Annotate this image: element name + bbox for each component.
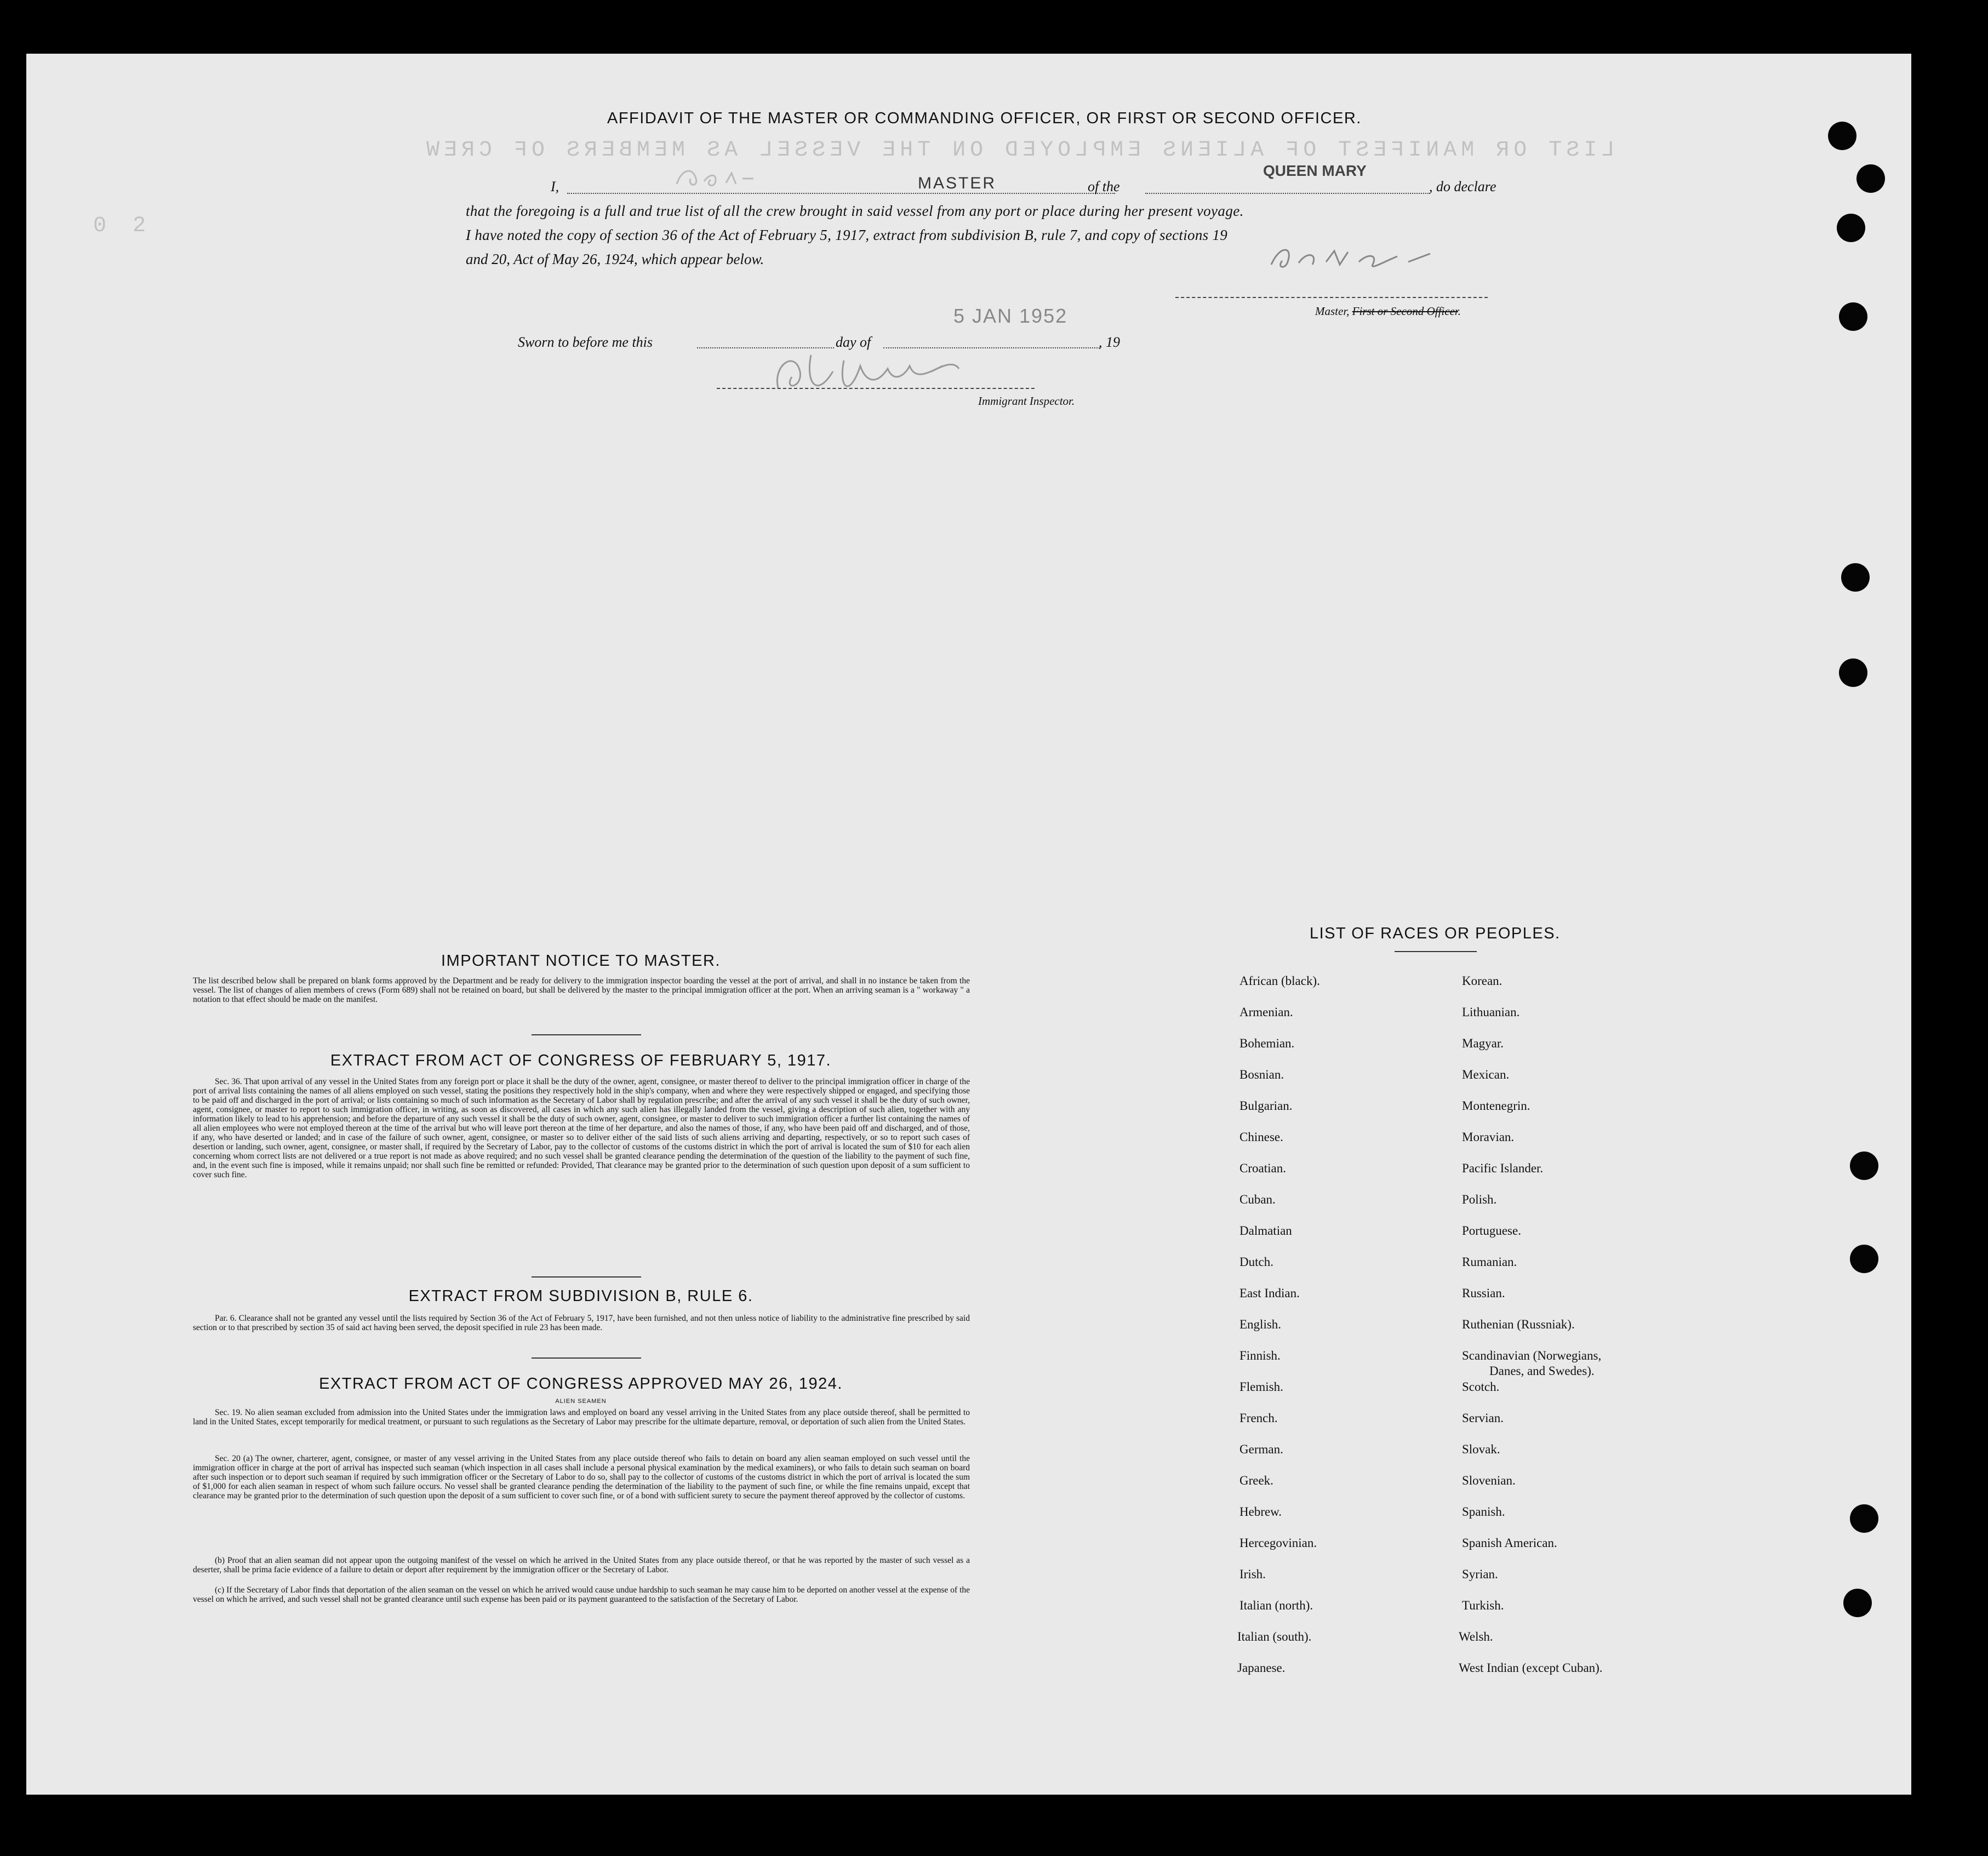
race-item: Hercegovinian.: [1239, 1536, 1317, 1550]
punch-hole: [1837, 214, 1865, 242]
divider: [532, 1034, 641, 1035]
extract-1924-title: EXTRACT FROM ACT OF CONGRESS APPROVED MAY 26, 1924.: [319, 1375, 843, 1393]
punch-hole: [1850, 1152, 1878, 1180]
master-caption-suffix: .: [1458, 305, 1461, 318]
race-item: English.: [1239, 1317, 1282, 1331]
sworn-prefix: Sworn to before me this: [518, 334, 653, 350]
race-item: Magyar.: [1462, 1036, 1504, 1050]
affidavit-line4: and 20, Act of May 26, 1924, which appear below.: [466, 251, 764, 267]
race-item: Servian.: [1462, 1411, 1504, 1425]
race-item: West Indian (except Cuban).: [1459, 1661, 1603, 1675]
divider: [532, 1276, 641, 1278]
race-item: Greek.: [1239, 1474, 1273, 1487]
race-item: French.: [1239, 1411, 1278, 1425]
inspector-caption: Immigrant Inspector.: [978, 394, 1075, 408]
race-item: Hebrew.: [1239, 1505, 1282, 1519]
race-item: Armenian.: [1239, 1005, 1293, 1019]
extract-1924-sec20c: (c) If the Secretary of Labor finds that deportation of the alien seaman on the vessel on which he arrived would cause undue hardship to such seaman he may cause him to be deported on another vessel at the expense of the vessel on which he arrived, and such vessel shall not be granted clearance until such expense has been paid or its payment guaranteed to the satisfaction of the Secretary of Labor.: [193, 1585, 970, 1604]
race-item: Turkish.: [1462, 1599, 1504, 1612]
master-name-signature: [671, 162, 781, 195]
race-item: Lithuanian.: [1462, 1005, 1520, 1019]
race-item-continuation: Danes, and Swedes).: [1489, 1364, 1595, 1378]
race-item: Italian (north).: [1239, 1599, 1313, 1612]
affidavit-line2: that the foregoing is a full and true list of all the crew brought in said vessel from any port or place during her present voyage.: [466, 203, 1244, 219]
do-declare-label: , do declare: [1429, 179, 1496, 194]
race-item: Flemish.: [1239, 1380, 1283, 1394]
race-item: Italian (south).: [1237, 1630, 1312, 1643]
punch-hole: [1839, 658, 1867, 687]
sworn-year: , 19: [1099, 334, 1120, 350]
race-item: Finnish.: [1239, 1349, 1281, 1362]
race-item: Spanish.: [1462, 1505, 1505, 1519]
affidavit-line1-i: I,: [551, 179, 559, 194]
punch-hole: [1843, 1589, 1872, 1617]
race-item: Bohemian.: [1239, 1036, 1295, 1050]
race-item: Welsh.: [1459, 1630, 1493, 1643]
extract-1924-sec19: Sec. 19. No alien seaman excluded from admission into the United States under the immigration laws and employed on board any vessel arriving in the United States from any place outside thereof, shall be permitted to land in the United States, except temporarily for medical treatment, or pursuant to such regulations as the Secretary of Labor may prescribe for the ultimate departure, removal, or deportation of such alien from the United States.: [193, 1408, 970, 1427]
race-item: East Indian.: [1239, 1286, 1300, 1300]
race-item: Bulgarian.: [1239, 1099, 1293, 1113]
race-item: Portuguese.: [1462, 1224, 1521, 1238]
bleed-through-text: 0 2: [93, 214, 146, 238]
vessel-blank: [1145, 193, 1430, 194]
punch-hole: [1850, 1245, 1878, 1273]
extract-1917-title: EXTRACT FROM ACT OF CONGRESS OF FEBRUARY 5, 1917.: [330, 1052, 832, 1069]
race-item: Pacific Islander.: [1462, 1161, 1544, 1175]
race-item: Chinese.: [1239, 1130, 1283, 1144]
master-signature-line: [1175, 297, 1488, 298]
extract-1924-sec20b: (b) Proof that an alien seaman did not appear upon the outgoing manifest of the vessel on which he arrived in the United States from any place outside thereof, or that he was reported by the master of such vessel as a deserter, shall be prima facie evidence of a failure to detain or deport after requirement by the immigration officer or the Secretary of Labor.: [193, 1556, 970, 1574]
punch-hole: [1839, 302, 1867, 331]
divider: [1395, 951, 1477, 952]
race-item: Scotch.: [1462, 1380, 1500, 1394]
race-item: Croatian.: [1239, 1161, 1286, 1175]
races-title: LIST OF RACES OR PEOPLES.: [1310, 925, 1561, 942]
extract-1917-body: Sec. 36. That upon arrival of any vessel in the United States from any foreign port or place it shall be the duty of the owner, agent, consignee, or master thereof to deliver to the principal immigration officer in charge of the port of arrival lists containing the names of all aliens employed on such vessel, stating the positions they respectively hold in the ship's company, when and where they were respectively shipped or engaged, and specifying those to be paid off and discharged in the port of arrival; or lists containing so much of such information as the Secretary of Labor shall by regulation prescribe; and after the arrival of any such vessel it shall be the duty of such owner, agent, consignee, or master to report to such immigration officer, in writing, as soon as discovered, all cases in which any such alien has illegally landed from the vessel, giving a description of such alien, together with any information likely to lead to his apprehension; and before the departure of any such vessel it shall be the duty of such owner, agent, consignee, or master to deliver to such immigration officer a further list containing the names of all alien employees who were not employed thereon at the time of the arrival but who will leave port thereon at the time of her departure, and also the names of those, if any, who have been paid off and discharged, and of those, if any, who have deserted or landed; and in case of the failure of such owner, agent, consignee, or master so to deliver either of the said lists of such aliens arriving and departing, respectively, or so to report such cases of desertion or landing, such owner, agent, consignee, or master shall, if required by the Secretary of Labor, pay to the collector of customs of the customs district in which the port of arrival is located the sum of $10 for each alien concerning whom correct lists are not delivered or a true report is not made as above required; and no such vessel shall be granted clearance pending the determination of the question of the liability to the payment of such fine, and, in the event such fine is imposed, while it remains unpaid; nor shall such fine be remitted or refunded: Provided, That clearance may be granted prior to the determination of such question upon deposit of a sum sufficient to cover such fine.: [193, 1077, 970, 1179]
master-signature: [1266, 240, 1452, 278]
race-item: Slovak.: [1462, 1442, 1500, 1456]
inspector-signature-line: [717, 388, 1035, 389]
punch-hole: [1828, 122, 1856, 150]
race-item: Mexican.: [1462, 1068, 1510, 1081]
race-item: German.: [1239, 1442, 1283, 1456]
race-item: Spanish American.: [1462, 1536, 1557, 1550]
race-item: Montenegrin.: [1462, 1099, 1530, 1113]
race-item: Irish.: [1239, 1567, 1266, 1581]
race-item: Dalmatian: [1239, 1224, 1292, 1238]
punch-hole: [1841, 563, 1870, 592]
affidavit-line3: I have noted the copy of section 36 of the Act of February 5, 1917, extract from subdivision B, rule 7, and copy of sections 19: [466, 227, 1228, 243]
race-item: Bosnian.: [1239, 1068, 1284, 1081]
bleed-through-text: LIST OR MANIFEST OF ALIENS EMPLOYED ON THE VESSEL AS MEMBERS OF CREW: [422, 138, 1615, 163]
race-item: Rumanian.: [1462, 1255, 1517, 1269]
master-caption-prefix: Master,: [1315, 305, 1352, 318]
race-item: Korean.: [1462, 974, 1503, 988]
race-item: Moravian.: [1462, 1130, 1515, 1144]
subdivision-title: EXTRACT FROM SUBDIVISION B, RULE 6.: [408, 1287, 753, 1305]
of-the-label: of the: [1088, 179, 1120, 194]
name-blank: [567, 193, 1115, 194]
date-stamp: 5 JAN 1952: [953, 305, 1068, 327]
race-item: African (black).: [1239, 974, 1320, 988]
extract-1924-sec20a: Sec. 20 (a) The owner, charterer, agent, consignee, or master of any vessel arriving in the United States from any place outside thereof who fails to detain on board any alien seaman employed on such vessel until the immigration officer in charge at the port of arrival has inspected such seaman (which inspection in all cases shall include a personal physical examination by the medical examiners), or who fails to detain such seaman on board after such inspection or to deport such seaman if required by such immigration officer or the Secretary of Labor to do so, shall pay to the collector of customs of the customs district in which the port of arrival is located the sum of $1,000 for each alien seaman in respect of whom such failure occurs. No vessel shall be granted clearance pending the determination of the liability to the payment of such fine, or while the fine remains unpaid, except that clearance may be granted prior to the determination of such question upon the deposit of a sum sufficient to cover such fine, or of a bond with sufficient surety to secure the payment thereof approved by the collector of customs.: [193, 1454, 970, 1500]
race-item: Japanese.: [1237, 1661, 1286, 1675]
race-item: Syrian.: [1462, 1567, 1498, 1581]
race-item: Polish.: [1462, 1193, 1497, 1206]
race-item: Dutch.: [1239, 1255, 1273, 1269]
subdivision-body: Par. 6. Clearance shall not be granted any vessel until the lists required by Section 36 of the Act of February 5, 1917, have been furnished, and not then unless notice of liability to the administrative fine prescribed by said section or to that prescribed by section 35 of said act having been served, the deposit specified in rule 23 has been made.: [193, 1314, 970, 1332]
master-caption-struck: First or Second Officer: [1352, 305, 1458, 318]
race-item: Ruthenian (Russniak).: [1462, 1317, 1575, 1331]
affidavit-title: AFFIDAVIT OF THE MASTER OR COMMANDING OFFICER, OR FIRST OR SECOND OFFICER.: [607, 110, 1362, 127]
race-item: Russian.: [1462, 1286, 1505, 1300]
notice-body: The list described below shall be prepared on blank forms approved by the Department and be ready for delivery to the immigration inspector boarding the vessel at the port of arrival, and shall in no instance be taken from the vessel. The list of changes of alien members of crews (Form 689) shall not be retained on board, but shall be delivered by the master to the principal immigration officer at the port. When an arriving seaman is a " workaway " a notation to that effect should be made on the manifest.: [193, 976, 970, 1004]
divider: [532, 1357, 641, 1359]
race-item: Cuban.: [1239, 1193, 1276, 1206]
extract-1924-subtitle: ALIEN SEAMEN: [555, 1398, 607, 1405]
master-caption: [1315, 305, 1461, 318]
punch-hole: [1856, 164, 1885, 193]
race-item: Slovenian.: [1462, 1474, 1516, 1487]
punch-hole: [1850, 1504, 1878, 1533]
rank-handwritten: MASTER: [918, 174, 997, 192]
race-item: Scandinavian (Norwegians,: [1462, 1349, 1602, 1362]
vessel-name-stamp: QUEEN MARY: [1263, 162, 1367, 179]
notice-title: IMPORTANT NOTICE TO MASTER.: [441, 952, 721, 970]
sworn-day-of: day of: [836, 334, 871, 350]
